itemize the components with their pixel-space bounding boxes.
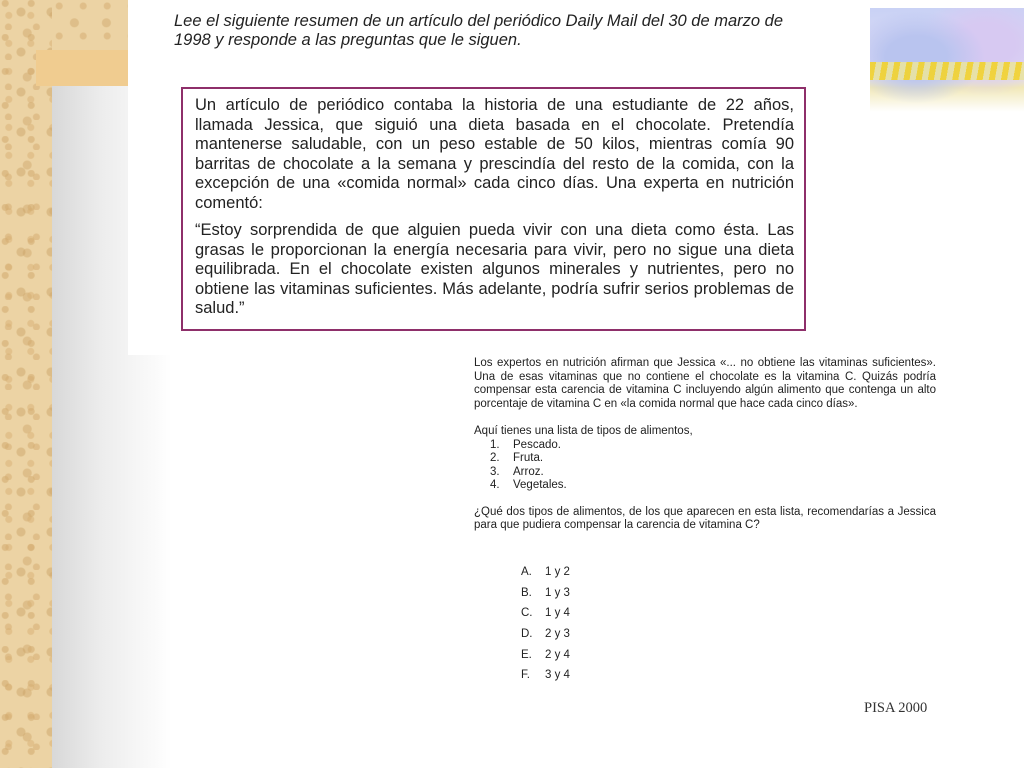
option-b[interactable]: B. 1 y 3 [521,586,570,599]
article-summary-box [181,87,806,331]
list-item: 2. Fruta. [490,452,544,464]
article-paragraph-2: “Estoy sorprendida de que alguien pueda vivir con una dieta como ésta. Las grasas le proporcionan la energía necesaria para vivir, pero no sigue una dieta equilibrada. En el chocolate existen algunos minerales y nutrientes, pero no obtiene las vitaminas suficientes. Más adelante, podría sufrir serios problemas de salud.” [195,221,794,317]
question-prompt: ¿Qué dos tipos de alimentos, de los que aparecen en esta lista, recomendarías a Jessica para que pudiera compensar la carencia de vitamina C? [474,505,936,531]
decorative-stripe [870,62,1024,80]
option-a[interactable]: A. 1 y 2 [521,566,570,578]
option-f[interactable]: F. 3 y 4 [521,669,570,682]
article-paragraph-1: Un artículo de periódico contaba la historia de una estudiante de 22 años, llamada Jessica, que siguió una dieta basada en el chocolate. Pretendía mantenerse saludable, con un peso estable de 50 kilos, mientras comía 90 barritas de chocolate a la semana y prescindía del resto de la comida, con la excepción de una «comida normal» cada cinco días. Una experta en nutrición comentó: [195,96,794,212]
question-context: Los expertos en nutrición afirman que Jessica «... no obtiene las vitaminas suficientes». Una de esas vitaminas que no contiene el chocolate es la vitamina C. Quizás podría compensar esta carencia de vitamina C incluyendo algún alimento que contenga un alto porcentaje de vitamina C en «la comida normal que hace cada cinco días». [474,357,936,410]
list-item: 1. Pescado. [490,438,561,451]
list-item: 4. Vegetales. [490,479,567,491]
option-c[interactable]: C. 1 y 4 [521,607,570,620]
parchment-background-left [0,0,52,768]
food-list [490,439,936,493]
footer-source: PISA 2000 [864,700,928,716]
question-section [474,357,936,533]
orange-accent-band [36,50,128,86]
list-item: 3. Arroz. [490,465,544,478]
option-d[interactable]: D. 2 y 3 [521,628,570,641]
intro-text: Lee el siguiente resumen de un artículo del periódico Daily Mail del 30 de marzo de 1998 y responde a las preguntas que le siguen. [174,12,784,49]
food-list-intro: Aquí tienes una lista de tipos de alimentos, [474,425,693,437]
answer-options [521,566,681,690]
option-e[interactable]: E. 2 y 4 [521,648,570,661]
